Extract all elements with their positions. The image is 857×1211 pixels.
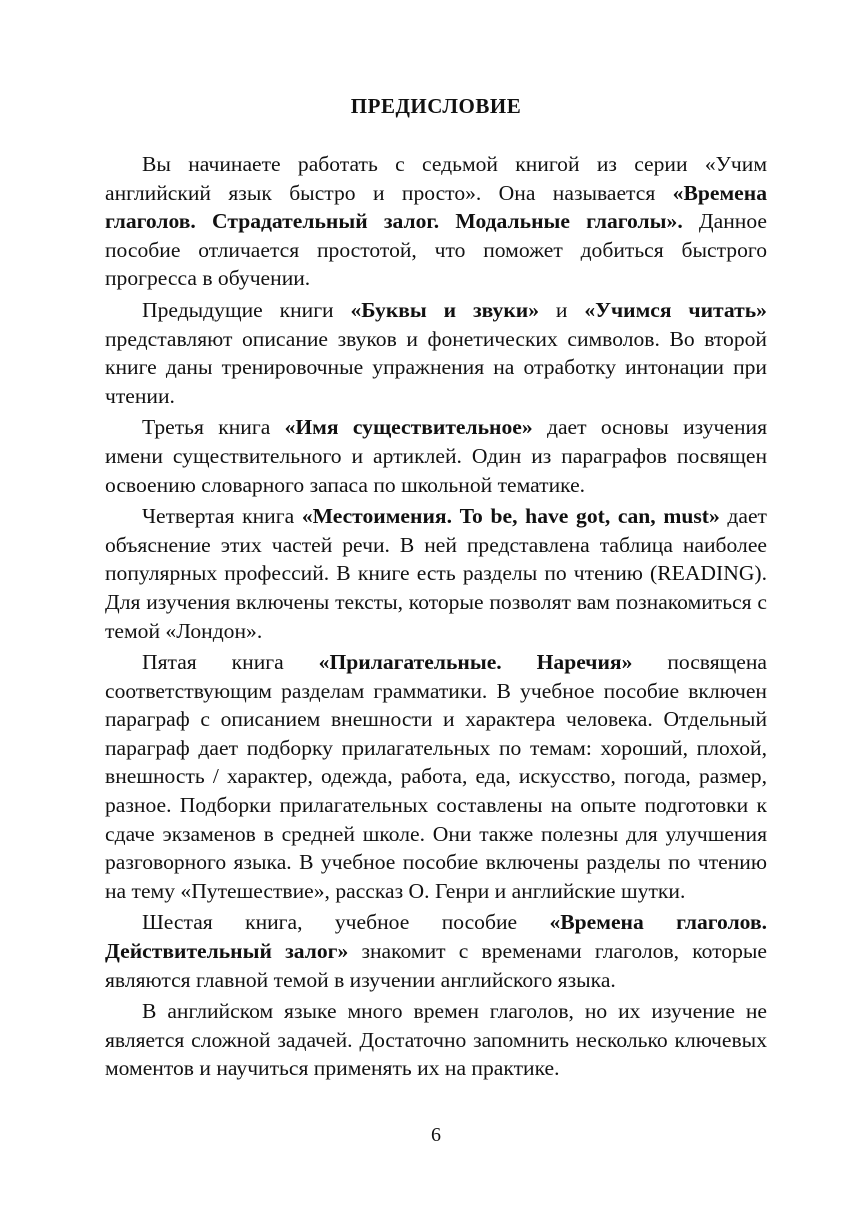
paragraph-intro [105,150,767,293]
page-title: ПРЕДИСЛОВИЕ [350,94,522,118]
text-run: Четвертая книга [142,504,302,529]
paragraph-books-1-2 [105,296,767,410]
book-title-bold: «Имя существительное» [284,415,533,440]
text-run: и [539,297,585,322]
text-run: Шестая книга, учебное пособие [142,910,550,935]
preface-body [105,150,767,1086]
text-run: посвящена соответствующим разделам грамматики. В учебное пособие включен параграф с описанием внешности и характера человека. Отдельный параграф дает подборку прилагательных по темам: хороший, плохой, внешность / характер, одежда, работа, еда, искусство, погода, размер, разное. Подборки прилагательных составлены на опыте подготовки к сдаче экзаменов в средней школе. Они также полезны для улучшения разговорного языка. В учебное пособие включены разделы по чтению на тему «Путешествие», рассказ О. Генри и английские шутки. [105,650,767,903]
paragraph-book-4 [105,502,767,645]
text-run: Пятая книга [142,650,319,675]
text-run: Вы начинаете работать с седьмой книгой из серии «Учим английский язык быстро и просто». Она называется [105,152,767,205]
paragraph-book-3 [105,413,767,499]
book-title-bold: «Прилагательные. Наречия» [318,650,633,675]
page-number: 6 [431,1124,441,1146]
text-run: Третья книга [142,415,285,440]
book-title-bold: «Времена глаголов. Действительный залог» [105,910,767,964]
paragraph-verb-tenses [105,997,767,1083]
text-run: дает объяснение этих частей речи. В ней представлена таблица наиболее популярных профессий. В книге есть разделы по чтению (READING). Для изучения включены тексты, которые позволят вам познакомиться с темой «Лондон». [105,504,767,643]
paragraph-book-6 [105,908,767,994]
book-title-bold: «Времена глаголов. Страдательный залог. Модальные глаголы». [105,180,767,234]
book-title-bold: «Буквы и звуки» [350,297,540,322]
text-run: В английском языке много времен глаголов, но их изучение не является сложной задачей. Достаточно запомнить несколько ключевых моментов и научиться применять их на практике. [105,999,767,1081]
text-run: знакомит с временами глаголов, которые являются главной темой в изучении английского языка. [105,939,767,992]
text-run: Предыдущие книги [142,297,351,322]
book-title-bold: «Местоимения. To be, have got, can, must» [301,504,720,529]
text-run: представляют описание звуков и фонетических символов. Во второй книге даны тренировочные упражнения на отработку интонации при чтении. [105,326,767,408]
book-title-bold: «Учимся читать» [584,297,767,322]
text-run: Данное пособие отличается простотой, что поможет добиться быстрого прогресса в обучении. [105,209,767,291]
text-run: дает основы изучения имени существительного и артиклей. Один из параграфов посвящен освоению словарного запаса по школьной тематике. [105,415,768,497]
paragraph-book-5 [105,648,767,905]
